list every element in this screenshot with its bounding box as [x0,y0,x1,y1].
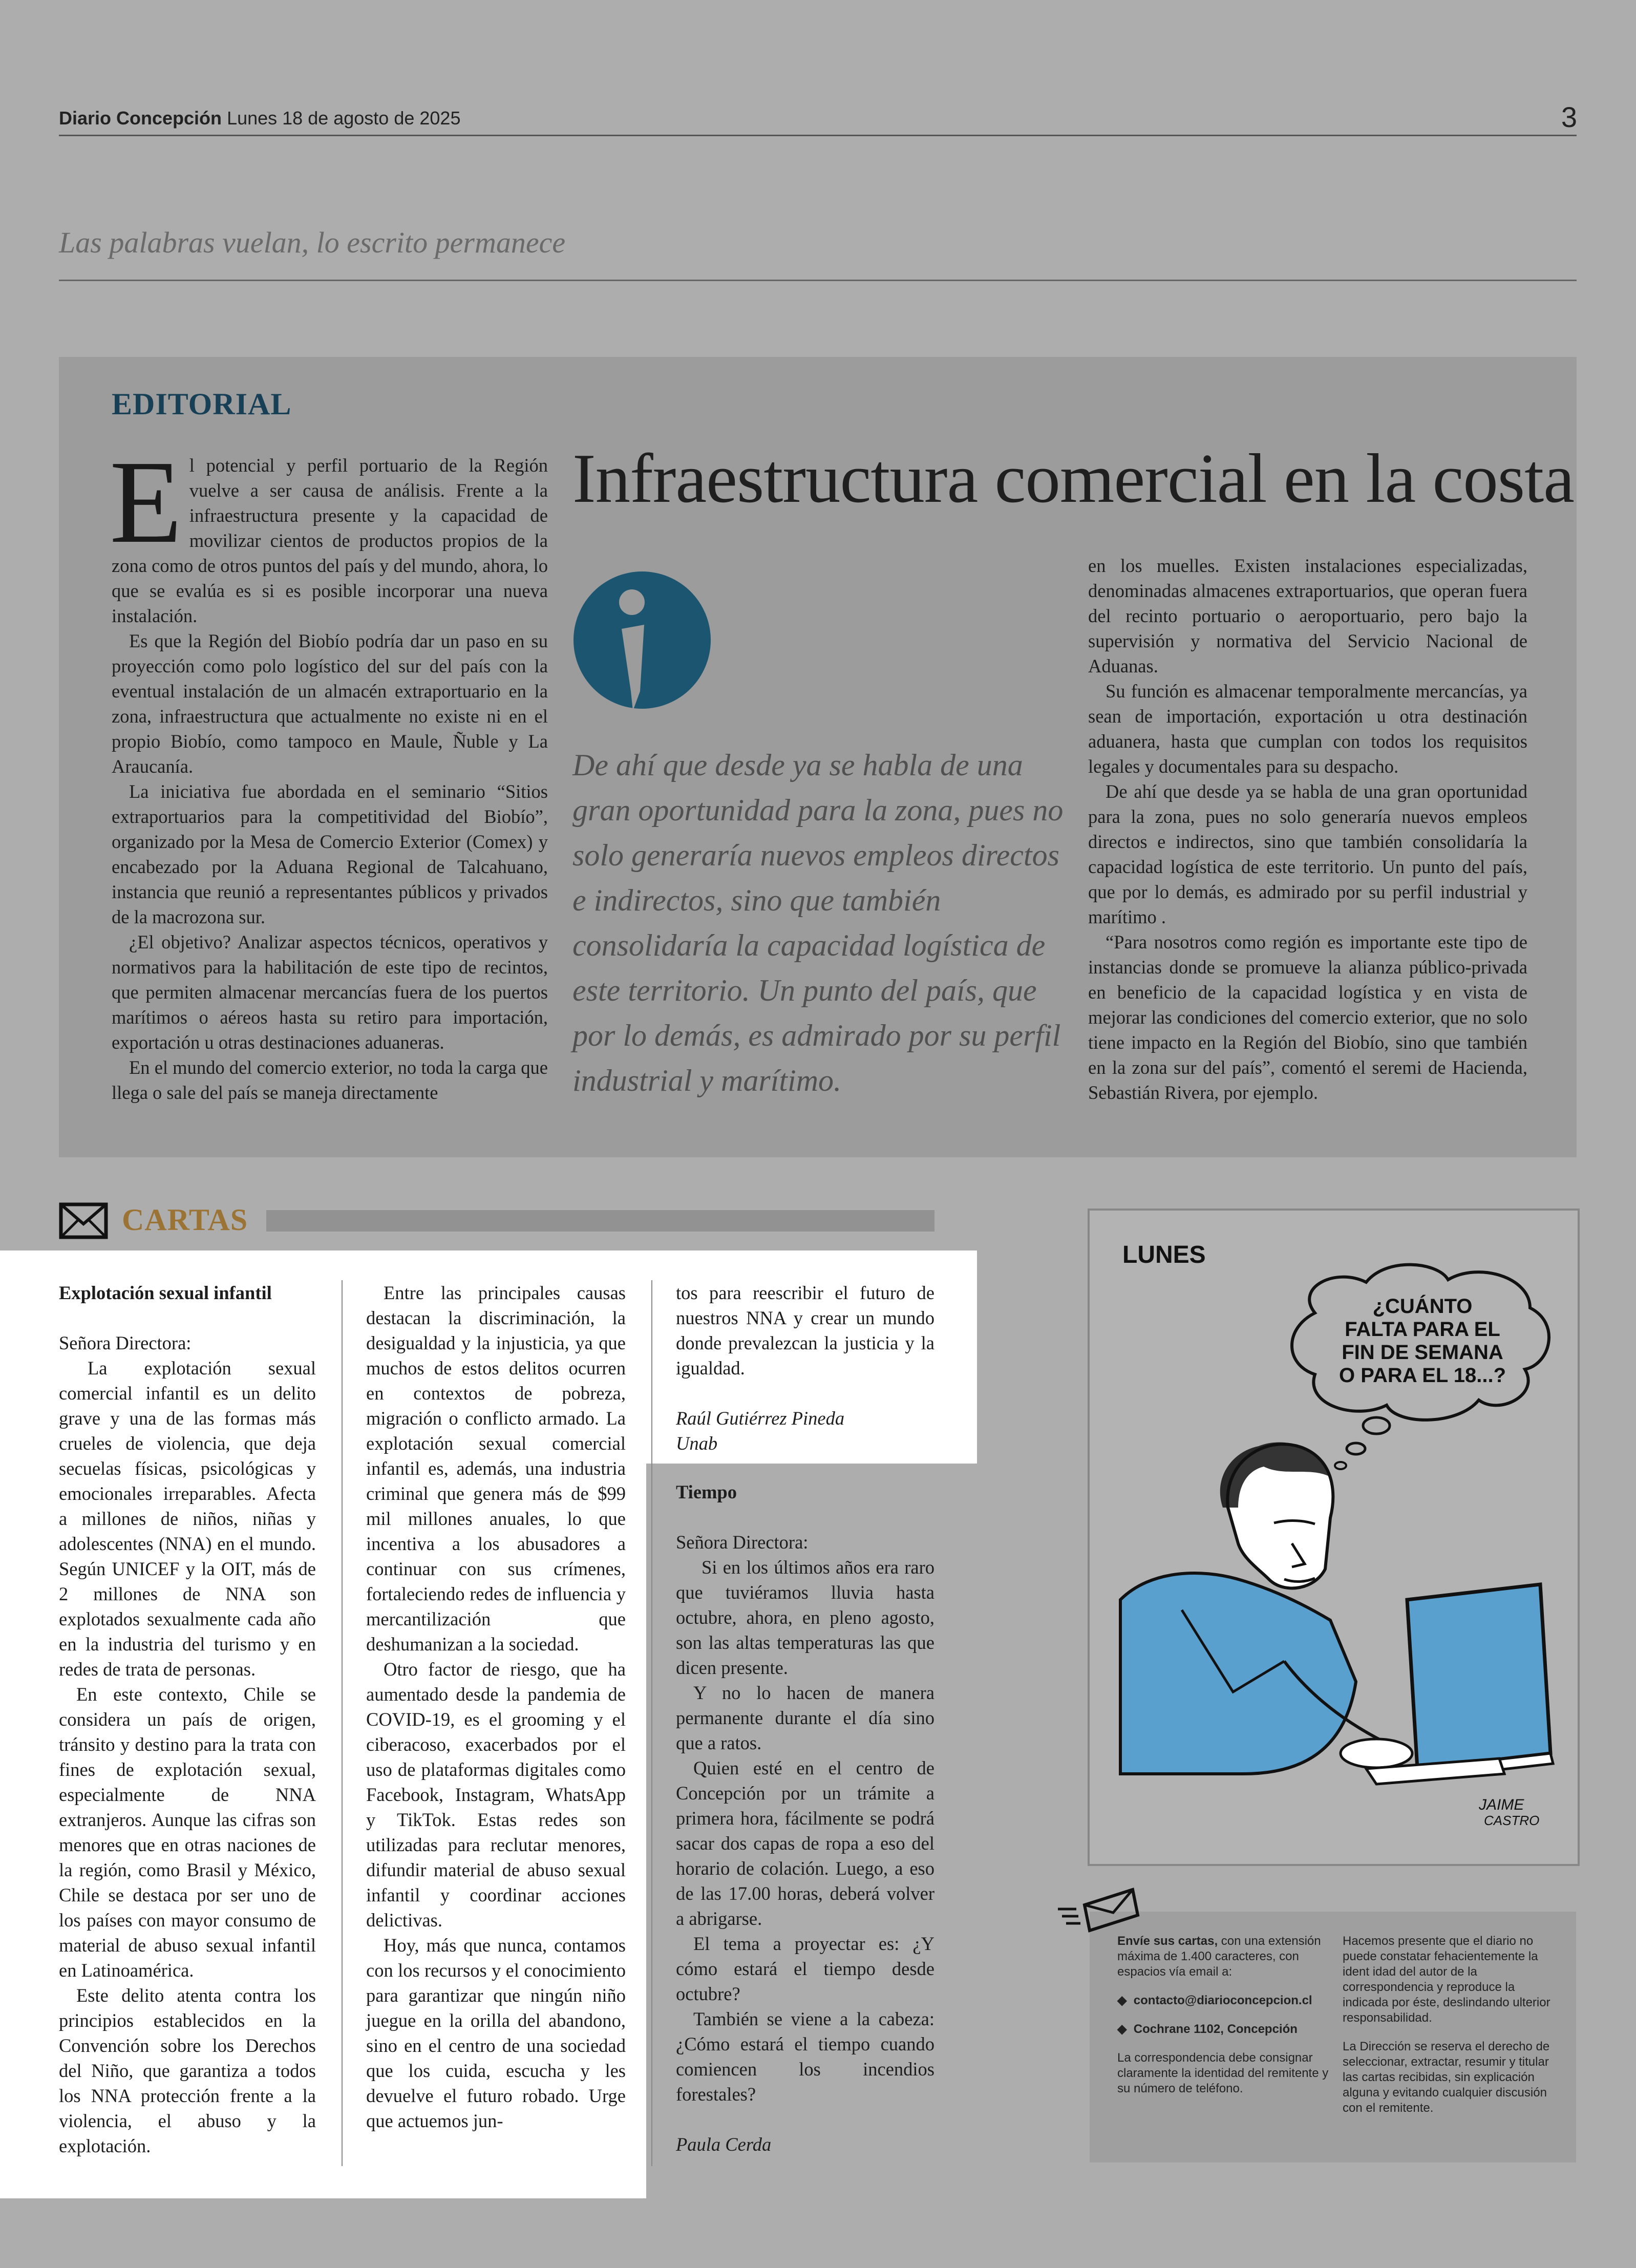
letter-1-column-2 [366,1280,626,2133]
contact-email[interactable]: contacto@diarioconcepcion.cl [1133,1994,1312,2007]
editorial-column-1 [110,436,548,1105]
letter-title: Explotación sexual infantil [59,1282,272,1303]
drop-cap: E [110,436,182,568]
letter-affiliation: Unab [676,1433,718,1454]
instructions-lead: Envíe sus cartas, [1117,1934,1218,1948]
bubble-line: FIN DE SEMANA [1342,1341,1503,1364]
column-divider [342,1280,343,2166]
editorial-paragraph: Su función es almacenar temporalmente mercancías, ya sean de importación, exportación u otra destinación aduanera, hasta que cumplan con todos los requisitos legales y documentales para su despacho. [1088,681,1527,777]
letter-paragraph: Si en los últimos años era raro que tuviéramos lluvia hasta octubre, ahora, en pleno agosto, son las altas temperaturas las que dicen presente. [676,1557,934,1678]
envelope-icon [59,1202,108,1239]
letter-paragraph: Y no lo hacen de manera permanente durante el día sino que a ratos. [676,1682,934,1753]
bubble-line: FALTA PARA EL [1345,1318,1500,1341]
info-icon [572,570,712,717]
editorial-paragraph: El potencial y perfil portuario de la Región vuelve a ser causa de análisis. Frente a la infraestructura presente y la capacidad de movilizar cientos de productos propios de la zona como de otros puntos del país y del mundo, ahora, lo que se evalúa es si es posible incorporar una nueva instalación. [110,436,548,626]
letter-signature: Raúl Gutiérrez Pineda [676,1408,845,1429]
paper-name: Diario Concepción [59,108,222,129]
submission-disclaimer [1343,1934,1558,2116]
letter-1-column-1 [59,1280,316,2158]
cartas-header-bar [266,1210,934,1232]
editorial-paragraph: En el mundo del comercio exterior, no toda la carga que llega o sale del país se maneja directamente [112,1057,548,1103]
editorial-column-3 [1088,553,1527,1105]
editorial-paragraph: De ahí que desde ya se habla de una gran oportunidad para la zona, pues no solo generaría nuevos empleos directos e indirectos, sino que también consolidaría la capacidad logística de este territorio. Un punto del país, que por lo demás, es admirado por su perfil industrial y marítimo . [1088,781,1527,927]
page-number: 3 [1561,101,1577,133]
letter-paragraph: Este delito atenta contra los principios establecidos en la Convención sobre los Derechos del Niño, que garantiza a todos los NNA protección frente a la violencia, el abuso y la explotación. [59,1985,316,2156]
cartoon-panel [1088,1209,1580,1866]
editorial-label: EDITORIAL [112,387,292,421]
disclaimer-1: Hacemos presente que el diario no puede constatar fehacientemente la ident idad del autor de la correspondencia y reproduce la indicada por éste, deslindando ulterior responsabilidad. [1343,1934,1550,2025]
section-tagline: Las palabras vuelan, lo escrito permanece [59,226,566,259]
editorial-paragraph: Es que la Región del Biobío podría dar un paso en su proyección como polo logístico del sur del país con la eventual instalación de un almacén extraportuario en la zona, infraestructura que actualmente no existe ni en el propio Biobío, como tampoco en Maule, Ñuble y La Araucanía. [112,630,548,777]
bubble-line: O PARA EL 18...? [1339,1364,1506,1387]
letter-paragraph: Hoy, más que nunca, contamos con los recursos y el conocimiento para garantizar que ningún niño juegue en la orilla del abandono, sino en el centro de una sociedad que los cuida, escucha y les devuelve el futuro robado. Urge que actuemos jun- [366,1935,626,2131]
letter-paragraph: tos para reescribir el futuro de nuestros NNA y crear un mundo donde prevalezcan la justicia y la igualdad. [676,1282,934,1379]
cartoon-signature: CASTRO [1484,1813,1540,1828]
disclaimer-2: La Dirección se reserva el derecho de seleccionar, extractar, resumir y titular las cartas recibidas, sin explicación alguna y evitando cualquier discusión con el remitente. [1343,2040,1550,2115]
letter-paragraph: Entre las principales causas destacan la discriminación, la desigualdad y la injusticia, ya que muchos de estos delitos ocurren en contextos de pobreza, migración o conflicto armado. La explotación sexual comercial infantil es, además, una industria criminal que genera más de $99 mil millones anuales, lo que incentiva a los abusadores a continuar con sus crímenes, fortaleciendo redes de influencia y mercantilización que deshumanizan a la sociedad. [366,1282,626,1655]
cartoon-day: LUNES [1122,1241,1206,1268]
editorial-paragraph: La iniciativa fue abordada en el seminario “Sitios extraportuarios para la competitividad del Biobío”, organizado por la Mesa de Comercio Exterior (Comex) y encabezado por la Aduana Regional de Talcahuano, instancia que reunió a representantes públicos y privados de la macrozona sur. [112,781,548,927]
submission-instructions [1117,1934,1332,2096]
editorial-paragraph: en los muelles. Existen instalaciones especializadas, denominadas almacenes extraportuarios, que operan fuera del recinto portuario o aeroportuario, pero bajo la supervisión y normativa del Servicio Nacional de Aduanas. [1088,555,1527,676]
letter-paragraph: El tema a proyectar es: ¿Y cómo estará el tiempo desde octubre? [676,1933,934,2004]
letter-paragraph: En este contexto, Chile se considera un país de origen, tránsito y destino para la trata con fines de explotación sexual, especialmente de NNA extranjeros. Aunque las cifras son menores que en otras naciones de la región, como Brasil y México, Chile se destaca por ser uno de los países con mayor consumo de material de abuso sexual infantil en Latinoamérica. [59,1684,316,1981]
bubble-line: ¿CUÁNTO [1372,1295,1473,1318]
letter-paragraph: Otro factor de riesgo, que ha aumentado desde la pandemia de COVID-19, es el grooming y el ciberacoso, exacerbados por el uso de plataformas digitales como Facebook, Instagram, WhatsApp y TikTok. Estas redes son utilizadas para reclutar menores, difundir material de abuso sexual infantil y coordinar acciones delictivas. [366,1659,626,1931]
letter-salutation: Señora Directora: [59,1332,192,1353]
instructions-text: con una extensión máxima de 1.400 caracteres, con espacios vía email a: [1117,1934,1321,1979]
letter-title: Tiempo [676,1481,737,1502]
letter-1-column-3 [676,1280,934,1456]
flying-envelope-icon [1056,1884,1140,1933]
email-line: ◆ contacto@diarioconcepcion.cl [1117,1994,1312,2007]
issue-date: Lunes 18 de agosto de 2025 [227,108,461,129]
letter-paragraph: La explotación sexual comercial infantil es un delito grave y una de las formas más crueles de violencia, que deja secuelas físicas, psicológicas y emocionales irreparables. Afecta a millones de niños, niñas y adolescentes (NNA) en el mundo. Según UNICEF y la OIT, más de 2 millones de NNA son explotados sexualmente cada año en la industria del turismo y en redes de trata de personas. [59,1358,316,1680]
letter-paragraph: Quien esté en el centro de Concepción por un trámite a primera hora, fácilmente se podrá sacar dos capas de ropa a eso del horario de colación. Luego, a eso de las 17.00 horas, deberá volver a abrigarse. [676,1757,934,1929]
editorial-paragraph: ¿El objetivo? Analizar aspectos técnicos, operativos y normativos para la habilitación de este tipo de recintos, que permiten almacenar mercancías fuera de los puertos marítimos o aéreos hasta su retiro para importación, exportación u otras destinaciones aduaneras. [112,931,548,1053]
letter-paragraph: También se viene a la cabeza: ¿Cómo estará el tiempo cuando comiencen los incendios forestales? [676,2008,934,2105]
cartoon-signature: JAIME [1479,1796,1524,1813]
letter-salutation: Señora Directora: [676,1532,809,1553]
column-divider [651,1280,652,2166]
identity-note: La correspondencia debe consignar claramente la identidad del remitente y su número de teléfono. [1117,2051,1329,2095]
masthead-line [59,108,460,129]
letter-signature: Paula Cerda [676,2134,772,2155]
editorial-title: Infraestructura comercial en la costa [572,439,1574,517]
cartoon-illustration [1090,1211,1578,1864]
address-line: ◆ Cochrane 1102, Concepción [1117,2022,1298,2036]
tagline-rule [59,280,1577,281]
letter-2 [676,1479,934,2157]
contact-address: Cochrane 1102, Concepción [1133,2022,1298,2036]
editorial-paragraph: “Para nosotros como región es importante este tipo de instancias donde se promueve la alianza público-privada en beneficio de la capacidad logística y en vista de mejorar las condiciones del comercio exterior, que no solo tiene impacto en la Región del Biobío, sino que también en la zona sur del país”, comentó el seremi de Hacienda, Sebastián Rivera, por ejemplo. [1088,931,1527,1103]
editorial-pull-quote: De ahí que desde ya se habla de una gran oportunidad para la zona, pues no solo generaría nuevos empleos directos e indirectos, sino que también consolidaría la capacidad logística de este territorio. Un punto del país, que por lo demás, es admirado por su perfil industrial y marítimo. [572,748,1064,1097]
cartas-label: CARTAS [122,1203,248,1237]
header-rule [59,135,1577,136]
